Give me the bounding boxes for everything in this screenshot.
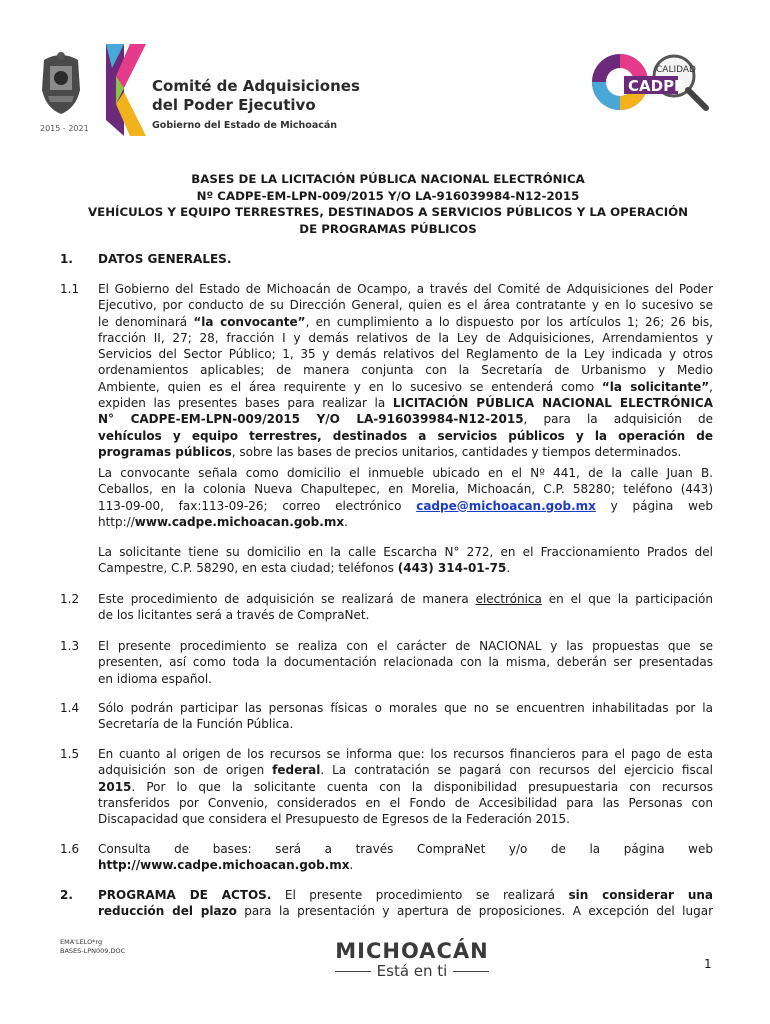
text-line <box>98 444 713 460</box>
michoacan-brand <box>302 940 522 980</box>
text-line <box>98 514 713 530</box>
text-run: 113-09-00, fax:113-09-26; correo electrónico <box>98 498 417 513</box>
text-line <box>98 560 713 576</box>
text-run: , para la adquisición de <box>523 412 714 427</box>
text-run: Ambiente, quien es el área requirente y en lo sucesivo se entenderá como <box>98 379 602 394</box>
document-title <box>40 171 736 237</box>
document-reference <box>60 938 125 956</box>
text-line: ordenamientos aplicables; de manera conjunta con la Secretaría de Urbanismo y Medio <box>98 363 713 378</box>
logo-cadpe-text: CADPE <box>628 77 685 95</box>
text-run: . <box>349 858 354 873</box>
title-line-3: VEHÍCULOS Y EQUIPO TERRESTRES, DESTINADOS A SERVICIOS PÚBLICOS Y LA OPERACIÓN <box>88 205 688 219</box>
text-run: El presente procedimiento se realizará <box>271 888 569 902</box>
text-run: . <box>506 561 511 576</box>
title-line-2: Nº CADPE-EM-LPN-009/2015 Y/O LA-916039984-N12-2015 <box>196 188 580 203</box>
text-line: fracción II, 27; 28, fracción I y demás relativos de la Ley de Adquisiciones, Arrendamientos y <box>98 330 713 345</box>
committee-name <box>152 77 360 131</box>
text-run: expiden las presentes bases para realizar la <box>98 396 393 411</box>
text-run: le denominará <box>98 314 194 329</box>
text-line <box>98 857 713 873</box>
section-1-1-number: 1.1 <box>60 282 80 296</box>
text-run: y página web <box>595 498 713 513</box>
section-1-2-number: 1.2 <box>60 592 80 606</box>
section-1-5-number: 1.5 <box>60 747 80 761</box>
text-line: transferidos por Convenio, considerados en el Fondo de Accesibilidad para las Personas con <box>98 795 713 810</box>
text-line: de los licitantes será a través de CompraNet. <box>98 608 370 623</box>
text-run-bold: PROGRAMA DE ACTOS. <box>98 888 272 902</box>
text-run: en el que la participación <box>541 592 714 606</box>
text-line <box>98 379 713 395</box>
text-run-bold: sin considerar una <box>568 888 713 902</box>
section-2-number: 2. <box>60 888 73 902</box>
text-run-bold: “la solicitante” <box>601 379 710 394</box>
text-line <box>98 591 713 607</box>
website-link[interactable]: http://www.cadpe.michoacan.gob.mx <box>98 858 350 873</box>
text-run-bold: LICITACIÓN PÚBLICA NACIONAL ELECTRÓNICA <box>392 396 714 411</box>
text-line: Servicios del Sector Público; 1, 35 y demás relativos del Reglamento de la Ley indicada y otros <box>98 347 713 362</box>
text-run: . <box>344 514 348 529</box>
section-1-number: 1. <box>60 252 73 266</box>
text-run: , en cumplimiento a lo dispuesto por los artículos 1; 26; 26 bis, <box>305 314 713 329</box>
text-run: Este procedimiento de adquisición se realizará de manera <box>98 592 476 606</box>
text-run: para la presentación y apertura de proposiciones. A excepción del lugar <box>236 904 714 919</box>
brand-slogan-row <box>302 962 522 980</box>
section-1-2-paragraph <box>98 591 713 624</box>
section-1-1-paragraph-3 <box>98 544 713 577</box>
section-1-1-paragraph-1 <box>98 281 713 460</box>
section-2-paragraph <box>98 887 713 920</box>
title-line-1: BASES DE LA LICITACIÓN PÚBLICA NACIONAL ELECTRÓNICA <box>191 172 585 186</box>
text-run: , <box>709 379 713 394</box>
text-run-bold: federal <box>272 763 321 778</box>
committee-line-2: del Poder Ejecutivo <box>152 96 316 114</box>
section-1-6-number: 1.6 <box>60 842 80 856</box>
text-run-underlined: electrónica <box>475 592 542 606</box>
section-1-3-number: 1.3 <box>60 639 80 653</box>
committee-k-logo-icon <box>100 40 150 140</box>
text-line: El presente procedimiento se realiza con el carácter de NACIONAL y las propuestas que se <box>98 639 713 653</box>
text-line: Sólo podrán participar las personas físicas o morales que no se encuentren inhabilitadas por la <box>98 701 713 715</box>
section-1-4-paragraph <box>98 700 713 733</box>
text-line: En cuanto al origen de los recursos se informa que: los recursos financieros para el pago de esta <box>98 747 713 761</box>
text-line <box>98 762 713 778</box>
text-line: vehículos y equipo terrestres, destinados a servicios públicos y la operación de <box>98 428 713 443</box>
text-line: El Gobierno del Estado de Michoacán de Ocampo, a través del Comité de Adquisiciones del Poder <box>98 282 713 296</box>
text-line <box>98 395 713 411</box>
section-1-5-paragraph <box>98 746 713 827</box>
section-1-6-paragraph <box>98 841 713 874</box>
text-run-bold: “la convocante” <box>193 314 306 329</box>
text-line: presenten, así como toda la documentación relacionada con la misma, deberán ser presentadas <box>98 655 713 670</box>
section-1-4-number: 1.4 <box>60 701 80 715</box>
text-line: La convocante señala como domicilio el inmueble ubicado en el Nº 441, de la calle Juan B. <box>98 466 713 480</box>
text-run: . Por lo que la solicitante cuenta con la disponibilidad presupuestaria con recursos <box>131 779 713 794</box>
text-line: Secretaría de la Función Pública. <box>98 717 294 732</box>
text-run: . La contratación se pagará con recursos del ejercicio fiscal <box>320 763 713 778</box>
text-run-bold: 2015 <box>98 779 132 794</box>
text-line: Ejecutivo, por conducto de su Dirección General, quien es el área contratante y en lo sucesivo se <box>98 298 713 313</box>
email-link[interactable]: cadpe@michoacan.gob.mx <box>416 498 596 513</box>
divider <box>453 971 489 972</box>
brand-slogan: Está en ti <box>376 962 448 980</box>
ref-filename: BASES-LPN009.DOC <box>60 947 126 955</box>
text-line <box>98 779 713 795</box>
text-line <box>98 314 713 330</box>
ref-initials: EMA'LELO*rg <box>60 938 103 946</box>
cadpe-calidad-logo-icon <box>590 40 710 130</box>
text-line: Discapacidad que considera el Presupuesto de Egresos de la Federación 2015. <box>98 812 570 827</box>
website-link[interactable]: www.cadpe.michoacan.gob.mx <box>134 514 345 529</box>
text-line: en idioma español. <box>98 671 212 686</box>
section-1-3-paragraph <box>98 638 713 687</box>
text-run-bold: reducción del plazo <box>98 904 237 919</box>
text-line <box>98 887 713 903</box>
text-run: Campestre, C.P. 58290, en esta ciudad; teléfonos <box>98 561 398 576</box>
text-run: , sobre las bases de precios unitarios, cantidades y tiempos determinados. <box>231 444 682 459</box>
text-line <box>98 498 713 514</box>
text-run: http:// <box>98 514 135 529</box>
divider <box>335 971 371 972</box>
text-run-bold: programas públicos <box>98 444 232 459</box>
title-line-4: DE PROGRAMAS PÚBLICOS <box>299 221 477 236</box>
text-line <box>98 903 713 919</box>
seal-years: 2015 - 2021 <box>40 124 89 133</box>
text-line <box>98 411 713 427</box>
text-line: Consulta de bases: será a través CompraNet y/o de la página web <box>98 842 713 856</box>
text-run: adquisición son de origen <box>98 763 273 778</box>
state-seal-icon <box>36 50 86 116</box>
text-run-bold: N° CADPE-EM-LPN-009/2015 Y/O LA-916039984-N12-2015 <box>98 412 524 427</box>
committee-line-1: Comité de Adquisiciones <box>152 77 360 95</box>
government-name: Gobierno del Estado de Michoacán <box>152 120 338 131</box>
text-line: La solicitante tiene su domicilio en la calle Escarcha N° 272, en el Fraccionamiento Prados del <box>98 545 713 559</box>
section-1-1-paragraph-2 <box>98 465 713 530</box>
brand-name: MICHOACÁN <box>335 939 489 963</box>
page-number: 1 <box>704 957 712 971</box>
phone-number: (443) 314-01-75 <box>397 561 507 576</box>
logo-calidad-text: CALIDAD <box>656 65 696 75</box>
section-1-heading: DATOS GENERALES. <box>98 252 232 266</box>
text-line: Ceballos, en la colonia Nueva Chapultepec, en Morelia, Michoacán, C.P. 58280; teléfono (443) <box>98 482 713 497</box>
